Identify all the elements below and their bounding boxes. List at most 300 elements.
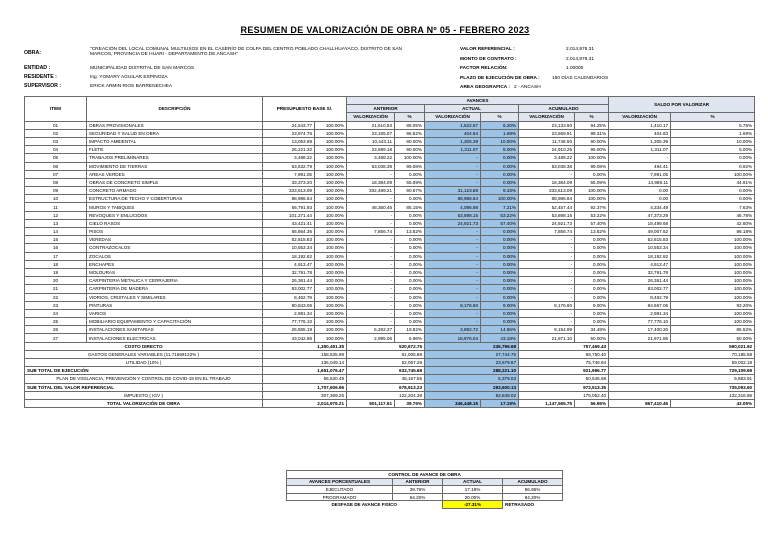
table-cell: 0.00% <box>481 309 519 317</box>
table-cell: 11 <box>25 203 87 211</box>
table-cell: 0.00% <box>395 195 425 203</box>
table-row <box>25 121 755 129</box>
table-row <box>25 195 755 203</box>
table-cell: 43,042.96 <box>263 334 315 342</box>
total-anterior: 801,117.61 <box>347 399 395 407</box>
col-anterior-pct: % <box>395 113 425 121</box>
table-cell: - <box>519 260 575 268</box>
table-cell: 0.00% <box>481 318 519 326</box>
table-cell: 27 <box>25 334 87 342</box>
table-cell: 12 <box>25 211 87 219</box>
table-row <box>25 154 755 162</box>
table-cell: - <box>425 236 481 244</box>
table-cell: 100.00% <box>315 228 347 236</box>
summary-anterior: 122,204.38 <box>347 391 425 399</box>
table-cell: 494.41 <box>609 162 671 170</box>
table-cell: CONTRAZOCALOS <box>87 244 263 252</box>
control-row-ejecutado <box>287 486 563 494</box>
table-cell: - <box>519 244 575 252</box>
summary-presupuesto: 1,707,606.96 <box>263 383 347 391</box>
table-cell: 7.63% <box>671 203 755 211</box>
table-cell: 2,981.34 <box>263 309 315 317</box>
summary-row <box>25 359 755 367</box>
table-cell: 90.67% <box>395 187 425 195</box>
table-cell: 100.00% <box>315 236 347 244</box>
table-cell: CARPINTERIA METALICA Y CERRAJERIA <box>87 277 263 285</box>
control-cell: PROGRAMADO <box>287 493 393 501</box>
total-row <box>25 399 755 407</box>
table-cell: 14 <box>25 228 87 236</box>
table-cell: 100.00% <box>315 162 347 170</box>
table-cell: 96.62% <box>395 129 425 137</box>
table-cell: 33,373.20 <box>263 178 315 186</box>
summary-presupuesto: 158,535.98 <box>263 350 347 358</box>
factor-relacion-label: FACTOR RELACIÓN: <box>460 66 508 71</box>
table-cell: 9.00% <box>575 301 609 309</box>
table-cell: CONCRETO ARMADO <box>87 187 263 195</box>
table-cell: 26,361.44 <box>263 277 315 285</box>
total-acumulado: 1,147,565.75 <box>519 399 575 407</box>
item-rows <box>25 121 755 342</box>
table-cell: 52,815.83 <box>609 236 671 244</box>
table-cell: 302,489.21 <box>347 187 395 195</box>
table-cell: 404.83 <box>609 129 671 137</box>
table-cell: 26,361.44 <box>609 277 671 285</box>
col-acumulado: ACUMULADO <box>519 105 609 113</box>
project-info <box>24 44 754 98</box>
col-descripcion: DESCRIPCIÓN <box>87 97 263 122</box>
table-cell: 7,991.05 <box>263 170 315 178</box>
col-anterior: ANTERIOR <box>347 105 425 113</box>
table-cell: 0.00% <box>395 219 425 227</box>
table-cell: 7.21% <box>481 203 519 211</box>
col-anterior-valorizacion: VALORIZACIÓN <box>347 113 395 121</box>
total-acumulado-pct: 56.95% <box>575 399 609 407</box>
table-cell: 0.00% <box>395 277 425 285</box>
col-avances: AVANCES <box>347 97 609 105</box>
summary-label: SUB TOTAL DE EJECUCIÓN <box>25 367 263 375</box>
table-cell: 100.00% <box>671 170 755 178</box>
table-cell: 53,898.15 <box>519 211 575 219</box>
control-cell: 64.20% <box>393 493 443 501</box>
table-row <box>25 326 755 334</box>
summary-label: UTILIDAD (10% ) <box>25 359 263 367</box>
table-row <box>25 252 755 260</box>
table-cell: 57.40% <box>481 219 519 227</box>
table-cell: 7,856.74 <box>347 228 395 236</box>
table-cell: 0.00% <box>481 277 519 285</box>
table-cell: 24,910.25 <box>519 146 575 154</box>
table-cell: 1,311.07 <box>609 146 671 154</box>
summary-label: PLAN DE VIGILANCIA, PREVENCIÓN Y CONTROL DE COVID-19 EN EL TRABAJO <box>25 375 263 383</box>
table-cell: 100.00% <box>575 154 609 162</box>
table-cell: 14.66% <box>481 326 519 334</box>
table-cell: 52,457.44 <box>519 203 575 211</box>
table-cell: 23,165.07 <box>347 129 395 137</box>
total-saldo-pct: 43.05% <box>671 399 755 407</box>
table-cell: - <box>347 252 395 260</box>
table-cell: MOLDURAS <box>87 268 263 276</box>
table-cell: 23,599.18 <box>347 146 395 154</box>
table-cell: 13,053.89 <box>263 137 315 145</box>
table-cell: 23,974.76 <box>263 129 315 137</box>
control-cell: 20.00% <box>443 493 503 501</box>
table-cell: 0.00% <box>395 170 425 178</box>
summary-acumulado: 921,966.77 <box>519 367 609 375</box>
table-cell: 2,995.06 <box>347 334 395 342</box>
control-cell: EJECUTADO <box>287 486 393 494</box>
table-cell: 100.00% <box>315 260 347 268</box>
residente-label: RESIDENTE : <box>24 74 57 80</box>
summary-acumulado: 757,469.43 <box>519 342 609 350</box>
table-cell: 25 <box>25 318 87 326</box>
table-cell: 49,007.62 <box>609 228 671 236</box>
table-cell: 100.00% <box>671 268 755 276</box>
valorizacion-table <box>24 96 755 408</box>
control-cell: 17.19% <box>443 486 503 494</box>
table-cell: 57.40% <box>575 219 609 227</box>
table-cell: 100.00% <box>671 244 755 252</box>
table-row <box>25 203 755 211</box>
table-cell: - <box>519 309 575 317</box>
valor-referencial-label: VALOR REFERENCIAL : <box>460 47 515 52</box>
table-cell: 53,038.38 <box>347 162 395 170</box>
table-cell: 32,791.78 <box>609 268 671 276</box>
table-cell: - <box>425 277 481 285</box>
table-cell: - <box>519 252 575 260</box>
table-cell: 100.00% <box>315 137 347 145</box>
table-cell: - <box>347 277 395 285</box>
table-cell: OBRAS PROVISIONALES <box>87 121 263 129</box>
table-cell: 50.00% <box>575 334 609 342</box>
table-row <box>25 293 755 301</box>
table-cell: 83,002.77 <box>263 285 315 293</box>
table-row <box>25 162 755 170</box>
table-cell: 86.18% <box>671 228 755 236</box>
table-cell: 100.00% <box>671 252 755 260</box>
table-row <box>25 334 755 342</box>
table-cell: 100.00% <box>671 285 755 293</box>
table-cell: 8,462.79 <box>263 293 315 301</box>
summary-presupuesto: 1,651,076.47 <box>263 367 347 375</box>
table-cell: 46.78% <box>671 211 755 219</box>
table-cell: 24,921.73 <box>519 219 575 227</box>
summary-presupuesto: 135,049.14 <box>263 359 347 367</box>
table-cell: 0.00% <box>575 252 609 260</box>
table-cell: 10 <box>25 195 87 203</box>
col-saldo: SALDO POR VALORIZAR <box>609 97 755 113</box>
summary-actual: 23,679.67 <box>425 359 519 367</box>
total-actual: 346,448.15 <box>425 399 481 407</box>
table-cell: - <box>347 236 395 244</box>
table-cell: 23,133.60 <box>519 121 575 129</box>
summary-saldo: 735,093.60 <box>609 383 755 391</box>
table-cell: 100.00% <box>315 252 347 260</box>
table-cell: 18,384.09 <box>519 178 575 186</box>
table-cell: 4,913.47 <box>609 260 671 268</box>
factor-relacion-value: 1.00000 <box>566 66 584 71</box>
table-row <box>25 277 755 285</box>
table-cell: - <box>347 318 395 326</box>
summary-anterior: 520,672.75 <box>347 342 425 350</box>
table-cell: SEGURIDAD Y SALUD EN OBRA <box>87 129 263 137</box>
table-cell: 43.18% <box>481 334 519 342</box>
table-cell: 20 <box>25 277 87 285</box>
summary-anterior: 45,167.55 <box>347 375 425 383</box>
summary-acumulado: 972,513.35 <box>519 383 609 391</box>
table-cell: 0.00% <box>575 236 609 244</box>
summary-actual: 52,848.02 <box>425 391 519 399</box>
page-title: RESUMEN DE VALORIZACIÓN DE OBRA Nº 05 - FEBRERO 2023 <box>240 25 530 35</box>
table-cell: 26,555.19 <box>263 326 315 334</box>
table-cell: 48,360.46 <box>347 203 395 211</box>
monto-contrato-value: 2,014,978.31 <box>566 57 595 62</box>
table-cell: 1,305.39 <box>609 137 671 145</box>
table-cell: VIDRIOS, CRISTALES Y SIMILARES <box>87 293 263 301</box>
col-actual-pct: % <box>481 113 519 121</box>
table-cell: 3,892.72 <box>425 326 481 334</box>
summary-row <box>25 342 755 350</box>
table-cell: 0.00% <box>395 252 425 260</box>
table-cell: 1.69% <box>671 129 755 137</box>
table-row <box>25 236 755 244</box>
summary-acumulado: 75,746.94 <box>519 359 609 367</box>
table-cell: 0.00% <box>575 285 609 293</box>
table-cell: 100.00% <box>315 129 347 137</box>
area-value: 2 - ANCASH <box>514 85 541 90</box>
entidad-value: MUNICIPALIDAD DISTRITAL DE SAN MARCOS <box>90 66 195 71</box>
table-row <box>25 309 755 317</box>
table-cell: - <box>425 154 481 162</box>
table-cell: 21,610.93 <box>347 121 395 129</box>
table-cell: 0.00% <box>671 154 755 162</box>
table-cell: ESTRUCTURA DE TECHO Y COBERTURAS <box>87 195 263 203</box>
table-cell: 18,384.09 <box>347 178 395 186</box>
table-row <box>25 170 755 178</box>
table-cell: 21,971.10 <box>519 334 575 342</box>
table-cell: 8,462.79 <box>609 293 671 301</box>
table-cell: 4,334.49 <box>609 203 671 211</box>
table-cell: 333,613.09 <box>519 187 575 195</box>
total-saldo: 867,410.46 <box>609 399 671 407</box>
table-cell: 23,569.91 <box>519 129 575 137</box>
summary-label: SUB TOTAL DEL VALOR REFERENCIAL <box>25 383 263 391</box>
table-cell: - <box>519 236 575 244</box>
table-cell: 0.00% <box>481 154 519 162</box>
table-cell: 88.05% <box>395 121 425 129</box>
table-cell: 9.00% <box>481 301 519 309</box>
table-cell: 1,305.39 <box>425 137 481 145</box>
table-cell: 88,986.64 <box>519 195 575 203</box>
table-cell: PISOS <box>87 228 263 236</box>
summary-row <box>25 383 755 391</box>
table-cell: 100.00% <box>315 285 347 293</box>
total-presupuesto: 2,014,976.21 <box>263 399 347 407</box>
table-cell: 0.00% <box>481 260 519 268</box>
plazo-label: PLAZO DE EJECUCIÓN DE OBRA : <box>460 76 540 81</box>
summary-anterior: 61,005.88 <box>347 350 425 358</box>
table-cell: 0.00% <box>395 293 425 301</box>
table-cell: 94.25% <box>575 121 609 129</box>
table-cell: 03 <box>25 137 87 145</box>
table-cell: 0.00% <box>395 301 425 309</box>
table-cell: 5.00% <box>671 146 755 154</box>
supervisor-value: ERICK ARMIN RIOS BARRENECHEA <box>90 84 173 89</box>
table-cell: 34.48% <box>575 326 609 334</box>
table-cell: MOBILIARIO EQUIPAMIENTO Y CAPACITACIÓN <box>87 318 263 326</box>
table-cell: 100.00% <box>671 309 755 317</box>
table-cell: 80.00% <box>395 137 425 145</box>
table-cell: 77,776.10 <box>263 318 315 326</box>
table-cell: 24 <box>25 309 87 317</box>
summary-saldo: 132,316.86 <box>609 391 755 399</box>
desfase-label: DESFASE DE AVANCE FISICO <box>331 502 397 508</box>
table-cell: 4,096.98 <box>425 203 481 211</box>
table-cell: 0.00% <box>481 252 519 260</box>
table-cell: - <box>519 293 575 301</box>
table-cell: - <box>609 154 671 162</box>
table-cell: 100.00% <box>315 326 347 334</box>
summary-row <box>25 375 755 383</box>
table-cell: - <box>347 211 395 219</box>
table-row <box>25 260 755 268</box>
table-cell: 95.00% <box>575 146 609 154</box>
table-cell: 100.00% <box>315 277 347 285</box>
summary-actual: 5,379.03 <box>425 375 519 383</box>
table-cell: - <box>425 228 481 236</box>
table-cell: ENCHAPES <box>87 260 263 268</box>
table-cell: 44.91% <box>671 178 755 186</box>
summary-actual: 293,600.13 <box>425 383 519 391</box>
table-cell: 6.96% <box>395 334 425 342</box>
table-cell: 18 <box>25 260 87 268</box>
table-cell: 24,543.77 <box>263 121 315 129</box>
table-cell: 100.00% <box>315 211 347 219</box>
table-cell: 53.22% <box>575 211 609 219</box>
table-cell: 0.00% <box>481 178 519 186</box>
table-cell: PINTURAS <box>87 301 263 309</box>
table-cell: 15 <box>25 236 87 244</box>
table-cell: AREAS VERDES <box>87 170 263 178</box>
table-cell: 4,913.47 <box>263 260 315 268</box>
table-row <box>25 187 755 195</box>
table-cell: 10,443.11 <box>347 137 395 145</box>
table-cell: 0.00% <box>671 195 755 203</box>
summary-label: IMPUESTO ( IGV ) <box>25 391 263 399</box>
table-cell: 55.09% <box>395 178 425 186</box>
table-cell: 55.09% <box>575 178 609 186</box>
supervisor-label: SUPERVISOR : <box>24 83 62 89</box>
table-cell: 07 <box>25 170 87 178</box>
col-saldo-pct: % <box>671 113 755 121</box>
table-cell: 19 <box>25 268 87 276</box>
table-cell: 0.00% <box>481 285 519 293</box>
table-cell: 18,976.04 <box>425 334 481 342</box>
table-cell: 32,791.78 <box>263 268 315 276</box>
table-cell: 10.00% <box>481 137 519 145</box>
table-cell: 0.00% <box>481 244 519 252</box>
table-row <box>25 244 755 252</box>
table-row <box>25 268 755 276</box>
table-cell: 8,176.60 <box>425 301 481 309</box>
table-cell: - <box>519 170 575 178</box>
table-cell: - <box>425 309 481 317</box>
col-actual: ACTUAL <box>425 105 519 113</box>
table-cell: - <box>425 293 481 301</box>
table-cell: OBRAS DE CONCRETO SIMPLE <box>87 178 263 186</box>
table-cell: - <box>519 277 575 285</box>
table-cell: 13.82% <box>575 228 609 236</box>
table-cell: 92.37% <box>575 203 609 211</box>
table-cell: 5.75% <box>671 121 755 129</box>
table-cell: 0.00% <box>481 162 519 170</box>
table-cell: 16 <box>25 244 87 252</box>
table-cell: 0.00% <box>481 228 519 236</box>
table-cell: - <box>425 285 481 293</box>
summary-anterior: 678,913.23 <box>347 383 425 391</box>
table-cell: - <box>347 244 395 252</box>
summary-presupuesto: 307,369.25 <box>263 391 347 399</box>
table-cell: 100.00% <box>315 178 347 186</box>
table-cell: 09 <box>25 187 87 195</box>
table-cell: 7,856.74 <box>519 228 575 236</box>
table-cell: 13.82% <box>395 228 425 236</box>
table-cell: 100.00% <box>315 318 347 326</box>
col-acumulado-pct: % <box>575 113 609 121</box>
table-cell: 0.00% <box>395 309 425 317</box>
table-cell: - <box>347 260 395 268</box>
table-cell: 93.20% <box>671 301 755 309</box>
table-cell: CIELO RASOS <box>87 219 263 227</box>
area-label: AREA GEOGRAFICA : <box>460 85 511 90</box>
control-cell: 39.76% <box>393 486 443 494</box>
table-cell: - <box>519 268 575 276</box>
table-cell: 02 <box>25 129 87 137</box>
table-cell: 65.52% <box>671 326 755 334</box>
desfase-value: -27.31% <box>443 501 503 509</box>
table-cell: 0.00% <box>575 260 609 268</box>
summary-actual: 27,744.75 <box>425 350 519 358</box>
table-cell: 85.15% <box>395 203 425 211</box>
table-cell: ZOCALOS <box>87 252 263 260</box>
table-cell: - <box>425 178 481 186</box>
table-cell: 22 <box>25 293 87 301</box>
table-cell: 0.00 <box>609 195 671 203</box>
table-cell: MOVIMIENTO DE TIERRAS <box>87 162 263 170</box>
table-cell: 0.00% <box>395 211 425 219</box>
table-cell: 10,553.34 <box>263 244 315 252</box>
table-cell: 10,553.34 <box>609 244 671 252</box>
table-cell: 0.00% <box>575 309 609 317</box>
table-row <box>25 301 755 309</box>
table-cell: 17 <box>25 252 87 260</box>
summary-acumulado: 50,546.58 <box>519 375 609 383</box>
table-cell: 100.00% <box>315 293 347 301</box>
table-cell: 100.00% <box>671 318 755 326</box>
control-cell: 84.20% <box>503 493 563 501</box>
table-cell: 14,989.11 <box>609 178 671 186</box>
table-cell: 53.22% <box>481 211 519 219</box>
table-cell: - <box>425 170 481 178</box>
table-cell: 47,373.29 <box>609 211 671 219</box>
table-cell: 98.31% <box>575 129 609 137</box>
table-cell: 10.00% <box>671 137 755 145</box>
table-cell: 333,613.09 <box>263 187 315 195</box>
table-cell: 56,791.93 <box>263 203 315 211</box>
table-cell: 0.00% <box>395 318 425 326</box>
table-cell: 26,221.32 <box>263 146 315 154</box>
table-cell: - <box>425 162 481 170</box>
